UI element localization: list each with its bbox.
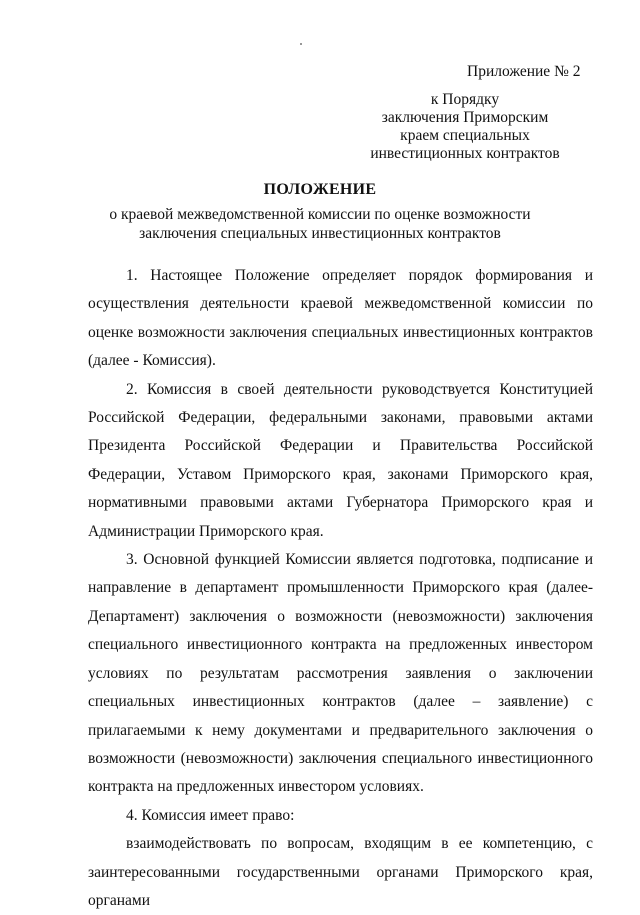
subtitle-line-2: заключения специальных инвестиционных контрактов xyxy=(139,225,501,242)
document-body xyxy=(88,262,593,915)
paragraph-5: взаимодействовать по вопросам, входящим в ее компетенцию, с заинтересованными государственными органами Приморского края, органами xyxy=(88,835,593,909)
appendix-lines xyxy=(350,91,580,163)
subtitle-line-1: о краевой межведомственной комиссии по оценке возможности xyxy=(109,206,531,223)
document-subtitle xyxy=(0,205,640,243)
document-title: ПОЛОЖЕНИЕ xyxy=(263,181,377,198)
paragraph-2: 2. Комиссия в своей деятельности руководствуется Конституцией Российской Федерации, федеральными законами, правовыми актами Президента Российской Федерации и Правительства Российской Федерации, Уставом Приморского края, законами Приморского края, нормативными правовыми актами Губернатора Приморского края и Администрации Приморского края. xyxy=(88,380,593,540)
scan-speck xyxy=(300,43,302,45)
appendix-number: Приложение № 2 xyxy=(467,63,581,80)
appendix-line-3: краем специальных xyxy=(400,127,530,144)
appendix-line-4: инвестиционных контрактов xyxy=(370,145,560,162)
appendix-line-1: к Порядку xyxy=(430,91,500,108)
paragraph-4: 4. Комиссия имеет право: xyxy=(126,806,295,824)
appendix-line-2: заключения Приморским xyxy=(381,109,549,126)
paragraph-3: 3. Основной функцией Комиссии является подготовка, подписание и направление в департамент промышленности Приморского края (далее-Департамент) заключения о возможности (невозможности) заключения специального инвестиционного контракта на предложенных инвестором условиях по результатам рассмотрения заявления о заключении специальных инвестиционных контрактов (далее – заявление) с прилагаемыми к нему документами и предварительного заключения о возможности (невозможности) заключения специального инвестиционного контракта на предложенных инвестором условиях. xyxy=(88,551,593,796)
paragraph-1: 1. Настоящее Положение определяет порядок формирования и осуществления деятельности краевой межведомственной комиссии по оценке возможности заключения специальных инвестиционных контрактов (далее - Комиссия). xyxy=(88,267,593,370)
